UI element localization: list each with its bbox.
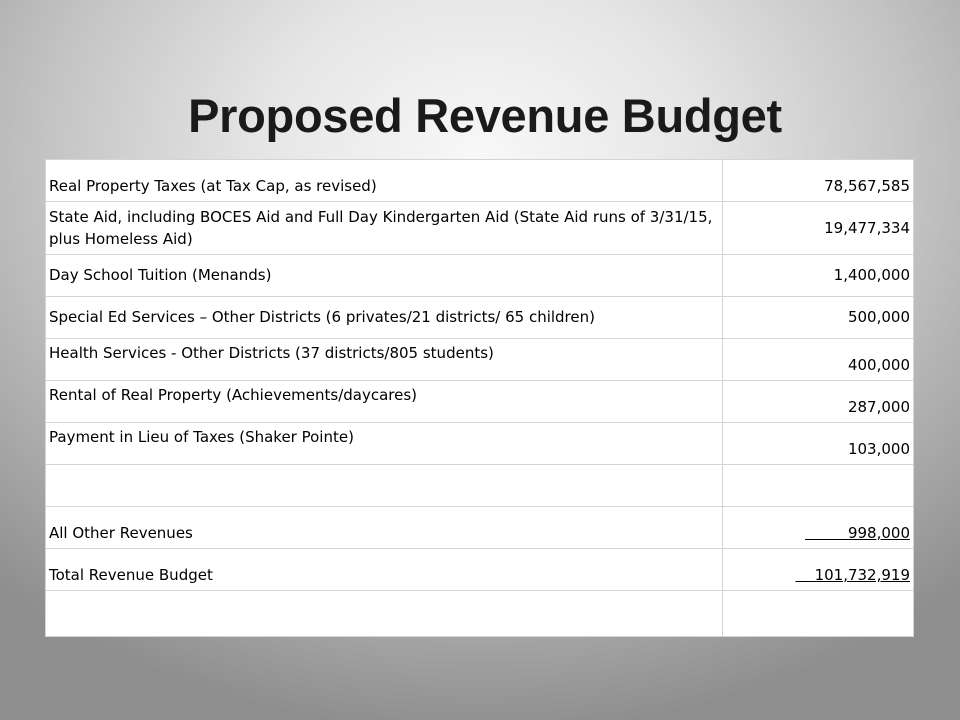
- row-amount: 287,000: [723, 381, 914, 423]
- row-amount: 1,400,000: [723, 255, 914, 297]
- row-label: State Aid, including BOCES Aid and Full Day Kindergarten Aid (State Aid runs of 3/31/15, plus Homeless Aid): [46, 202, 723, 255]
- table-row: [46, 160, 914, 202]
- table-row: [46, 297, 914, 339]
- row-amount: [723, 465, 914, 507]
- row-label: Payment in Lieu of Taxes (Shaker Pointe): [46, 423, 723, 465]
- table-row: [46, 381, 914, 423]
- table-row: [46, 339, 914, 381]
- table-row: [46, 202, 914, 255]
- row-label: Special Ed Services – Other Districts (6 privates/21 districts/ 65 children): [46, 297, 723, 339]
- table-row: [46, 423, 914, 465]
- row-amount: 998,000: [847, 524, 910, 542]
- row-label: Rental of Real Property (Achievements/daycares): [46, 381, 723, 423]
- row-label: All Other Revenues: [46, 507, 723, 549]
- row-amount: 78,567,585: [723, 160, 914, 202]
- table-row: [46, 549, 914, 591]
- row-label: [46, 591, 723, 637]
- table-row: [46, 255, 914, 297]
- row-amount-cell: [723, 549, 914, 591]
- row-amount: 19,477,334: [723, 202, 914, 255]
- row-amount: 400,000: [723, 339, 914, 381]
- slide-title: Proposed Revenue Budget: [188, 89, 782, 142]
- table-row: [46, 507, 914, 549]
- revenue-budget-table: [45, 159, 914, 637]
- row-amount: 500,000: [723, 297, 914, 339]
- row-amount: 103,000: [723, 423, 914, 465]
- table-row: [46, 591, 914, 637]
- row-amount: [723, 591, 914, 637]
- row-label: Total Revenue Budget: [46, 549, 723, 591]
- row-label: Real Property Taxes (at Tax Cap, as revised): [46, 160, 723, 202]
- row-amount: 101,732,919: [814, 566, 910, 584]
- row-label: Day School Tuition (Menands): [46, 255, 723, 297]
- row-label: [46, 465, 723, 507]
- row-label: Health Services - Other Districts (37 districts/805 students): [46, 339, 723, 381]
- row-amount-cell: [723, 507, 914, 549]
- table-row: [46, 465, 914, 507]
